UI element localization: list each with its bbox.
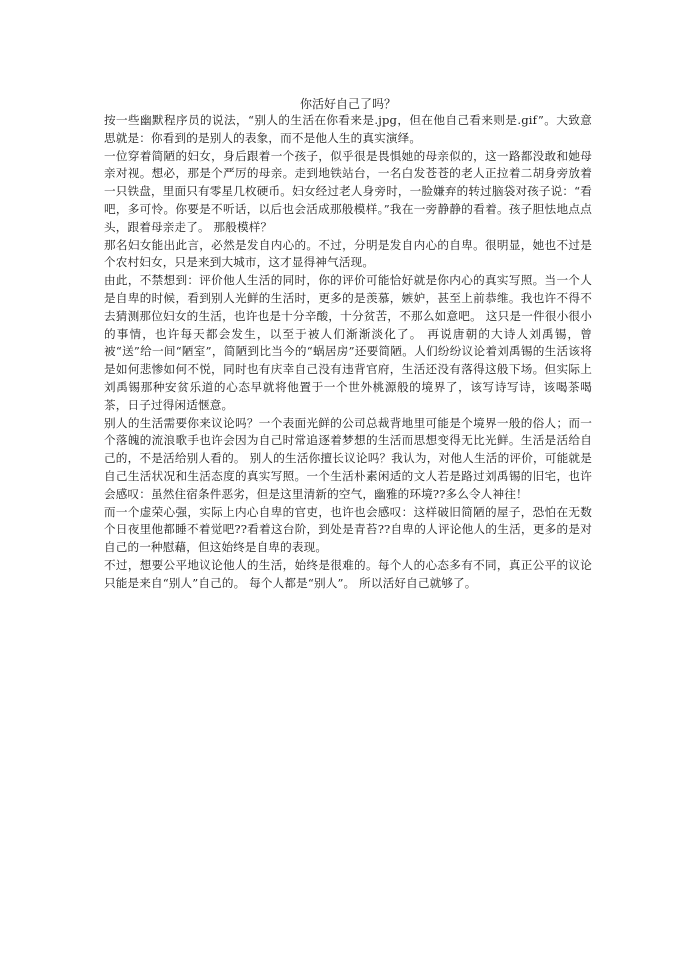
document-title: 你活好自己了吗？ xyxy=(299,97,396,111)
paragraph-4: 由此，不禁想到：评价他人生活的同时，你的评价可能恰好就是你内心的真实写照。当一个人是自卑的时候，看到别人光鲜的生活时，更多的是羡慕，嫉妒，甚至上前恭维。我也许不得不去猜测那位妇女的生活，也许也是十分辛酸，十分贫苦，不那么如意吧。 这只是一件很小很小的事情，也许每天都会发生，以至于被人们渐渐淡化了。 再说唐朝的大诗人刘禹锡，曾被“送”给一间“陋室”，简陋到比当今的“蜗居房”还要简陋。人们纷纷议论着刘禹锡的生活该将是如何悲惨如何不悦，同时也有庆幸自己没有违背官府，生活还没有落得这般下场。但实际上刘禹锡那种安贫乐道的心态早就将他置于一个世外桃源般的境界了，该写诗写诗，该喝茶喝茶，日子过得闲适惬意。 xyxy=(104,273,592,412)
paragraph-5: 别人的生活需要你来议论吗？一个表面光鲜的公司总裁背地里可能是个境界一般的俗人；而一个落魄的流浪歌手也许会因为自己时常追逐着梦想的生活而思想变得无比光鲜。生活是活给自己的，不是活给别人看的。 别人的生活你擅长议论吗？我认为，对他人生活的评价，可能就是自己生活状况和生活态度的真实写照。一个生活朴素闲适的文人若是路过刘禹锡的旧宅，也许会感叹：虽然住宿条件恶劣，但是这里清新的空气，幽雅的环境??多么令人神往！ xyxy=(104,415,592,501)
paragraph-3: 那名妇女能出此言，必然是发自内心的。不过，分明是发自内心的自卑。很明显，她也不过是个农村妇女，只是来到大城市，这才显得神气活现。 xyxy=(104,237,592,270)
paragraph-1: 按一些幽默程序员的说法，“别人的生活在你看来是.jpg，但在他自己看来则是.gif”。大致意思就是：你看到的是别人的表象，而不是他人生的真实演绎。 xyxy=(104,113,592,145)
paragraph-6: 而一个虚荣心强，实际上内心自卑的官吏，也许也会感叹：这样破旧简陋的屋子，恐怕在无数个日夜里他都睡不着觉吧??看着这台阶，到处是青苔??自卑的人评论他人的生活，更多的是对自己的一种慰藉，但这始终是自卑的表现。 xyxy=(104,504,592,555)
paragraph-7: 不过，想要公平地议论他人的生活，始终是很难的。每个人的心态多有不同，真正公平的议论只能是来自“别人”自己的。 每个人都是“别人”。 所以活好自己就够了。 xyxy=(104,557,592,590)
document-page xyxy=(104,96,592,593)
paragraph-2: 一位穿着简陋的妇女，身后跟着一个孩子，似乎很是畏惧她的母亲似的，这一路都没敢和她母亲对视。想必，那是个严厉的母亲。走到地铁站台，一名白发苍苍的老人正拉着二胡身旁放着一只铁盘，里面只有零星几枚硬币。妇女经过老人身旁时，一脸嫌弃的转过脑袋对孩子说：“看吧，多可怜。你要是不听话，以后也会活成那般模样。”我在一旁静静的看着。孩子胆怯地点点头，跟着母亲走了。 那般模样？ xyxy=(104,148,592,234)
